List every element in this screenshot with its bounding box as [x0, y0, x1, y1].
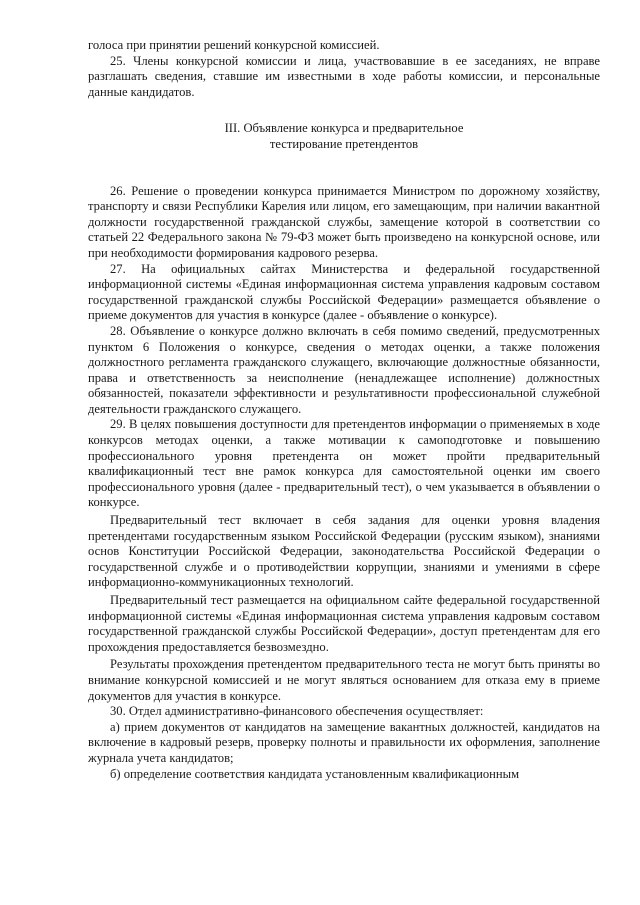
paragraph-25: 25. Члены конкурсной комиссии и лица, участвовавшие в ее заседаниях, не вправе разглашать сведения, ставшие им известными в ходе работы комиссии, и персональные данные кандидатов.	[88, 53, 600, 99]
paragraph-30-item-a: а) прием документов от кандидатов на замещение вакантных должностей, кандидатов на включение в кадровый резерв, проверку полноты и правильности их оформления, заполнение журнала учета кандидатов;	[88, 719, 600, 765]
paragraph-27: 27. На официальных сайтах Министерства и федеральной государственной информационной системы «Единая информационная система управления кадровым составом государственной гражданской службы Российской Федерации» размещается объявление о приеме документов для участия в конкурсе (далее - объявление о конкурсе).	[88, 261, 600, 323]
paragraph-29-test-placement: Предварительный тест размещается на официальном сайте федеральной государственной информационной системы «Единая информационная система управления кадровым составом государственной гражданской службы Российской Федерации», доступ претендентам для его прохождения предоставляется безвозмездно.	[88, 593, 600, 654]
paragraph-28: 28. Объявление о конкурсе должно включать в себя помимо сведений, предусмотренных пунктом 6 Положения о конкурсе, сведения о методах оценки, а также положения должностного регламента гражданского служащего, включающие должностные обязанности, права и ответственность за неисполнение (ненадлежащее исполнение) должностных обязанностей, показатели эффективности и результативности профессиональной служебной деятельности гражданского служащего.	[88, 323, 600, 416]
paragraph-30-item-b: б) определение соответствия кандидата установленным квалификационным	[110, 766, 520, 781]
section-heading-line-1: III. Объявление конкурса и предварительное	[224, 121, 464, 136]
paragraph-29-test-content: Предварительный тест включает в себя задания для оценки уровня владения претендентами государственным языком Российской Федерации (русским языком), знаниями основ Конституции Российской Федерации, законодательства Российской Федерации о государственной службе и о противодействии коррупции, знаниями и умениями в сфере информационно-коммуникационных технологий.	[88, 513, 600, 590]
section-heading	[88, 121, 600, 152]
paragraph-continuation: голоса при принятии решений конкурсной комиссией.	[88, 38, 380, 52]
paragraph-26: 26. Решение о проведении конкурса принимается Министром по дорожному хозяйству, транспорту и связи Республики Карелия или лицом, его замещающим, при наличии вакантной должности государственной гражданской службы, замещение которой в соответствии со статьей 22 Федерального закона № 79-ФЗ может быть произведено на конкурсной основе, или при необходимости формирования кадрового резерва.	[88, 183, 600, 260]
section-heading-line-2: тестирование претендентов	[269, 136, 419, 151]
paragraph-29: 29. В целях повышения доступности для претендентов информации о применяемых в ходе конкурсов методах оценки, а также мотивации к самоподготовке и повышению профессионального уровня претендента он может пройти предварительный квалификационный тест вне рамок конкурса для самостоятельной оценки им своего профессионального уровня (далее - предварительный тест), о чем указывается в объявлении о конкурсе.	[88, 417, 600, 510]
paragraph-30: 30. Отдел административно-финансового обеспечения осуществляет:	[110, 704, 484, 719]
document-page	[88, 38, 600, 782]
paragraph-29-test-results: Результаты прохождения претендентом предварительного теста не могут быть приняты во внимание конкурсной комиссией и не могут являться основанием для отказа ему в приеме документов для участия в конкурсе.	[88, 657, 600, 703]
